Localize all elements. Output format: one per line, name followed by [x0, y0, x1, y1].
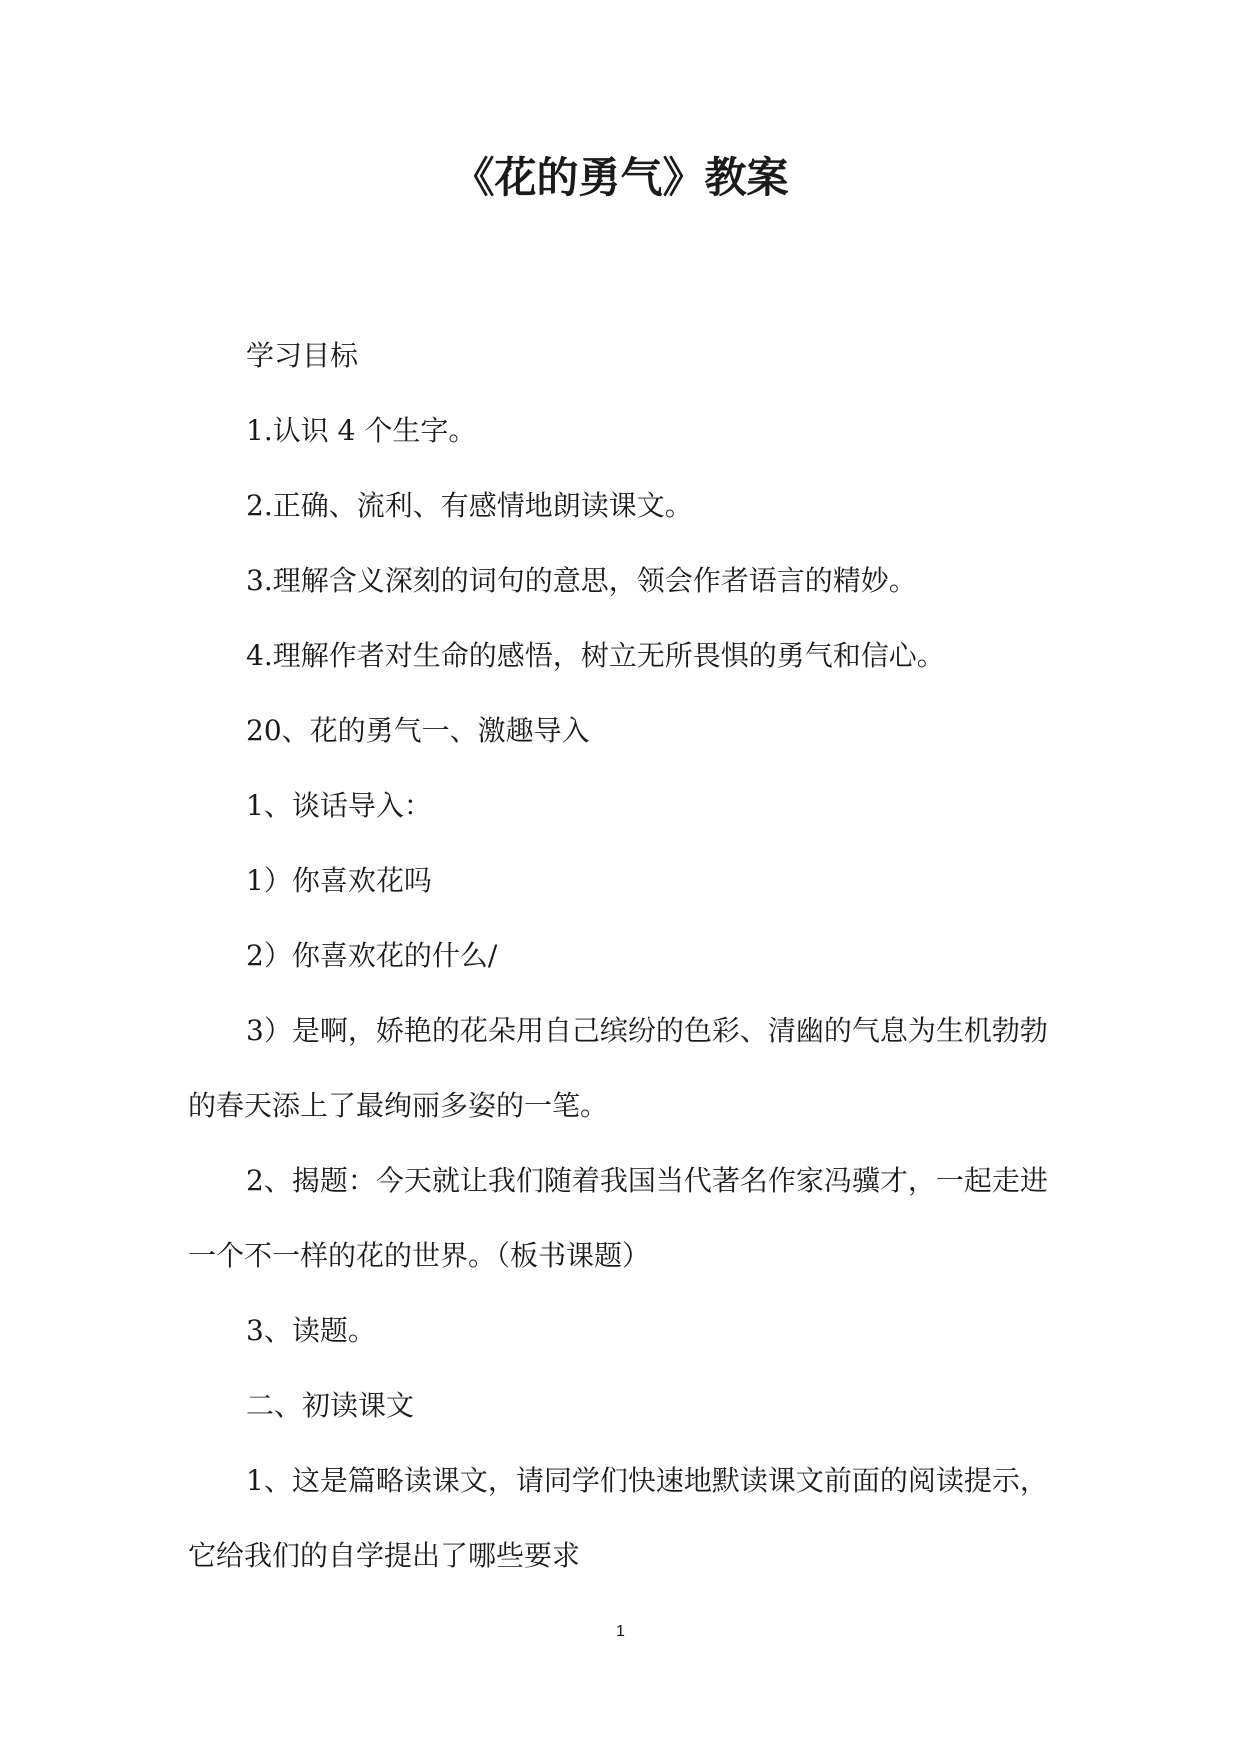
- document-body: [188, 318, 1058, 1593]
- paragraph-goal-1: 1.认识 4 个生字。: [246, 414, 477, 447]
- paragraph-section-intro: 20、花的勇气一、激趣导入: [246, 714, 590, 747]
- paragraph-read-title: 3、读题。: [246, 1314, 376, 1347]
- paragraph-goal-2: 2.正确、流利、有感情地朗读课文。: [246, 489, 693, 522]
- paragraph-reading-prompt: 1、这是篇略读课文，请同学们快速地默读课文前面的阅读提示，它给我们的自学提出了哪些要求: [188, 1464, 1048, 1572]
- paragraph-question-1: 1）你喜欢花吗: [246, 864, 432, 897]
- paragraph-learning-goals-heading: 学习目标: [246, 339, 359, 372]
- paragraph-section-first-reading: 二、初读课文: [246, 1389, 415, 1422]
- paragraph-goal-4: 4.理解作者对生命的感悟，树立无所畏惧的勇气和信心。: [246, 639, 945, 672]
- paragraph-question-3: 3）是啊，娇艳的花朵用自己缤纷的色彩、清幽的气息为生机勃勃的春天添上了最绚丽多姿的一笔。: [188, 1014, 1048, 1122]
- paragraph-goal-3: 3.理解含义深刻的词句的意思，领会作者语言的精妙。: [246, 564, 917, 597]
- document-title: 《花的勇气》教案: [452, 153, 789, 202]
- paragraph-reveal-topic: 2、揭题：今天就让我们随着我国当代著名作家冯骥才，一起走进一个不一样的花的世界。（板书课题）: [188, 1164, 1048, 1272]
- paragraph-talk-intro: 1、谈话导入：: [246, 789, 432, 822]
- paragraph-question-2: 2）你喜欢花的什么/: [246, 939, 498, 972]
- page-number: 1: [616, 1623, 625, 1640]
